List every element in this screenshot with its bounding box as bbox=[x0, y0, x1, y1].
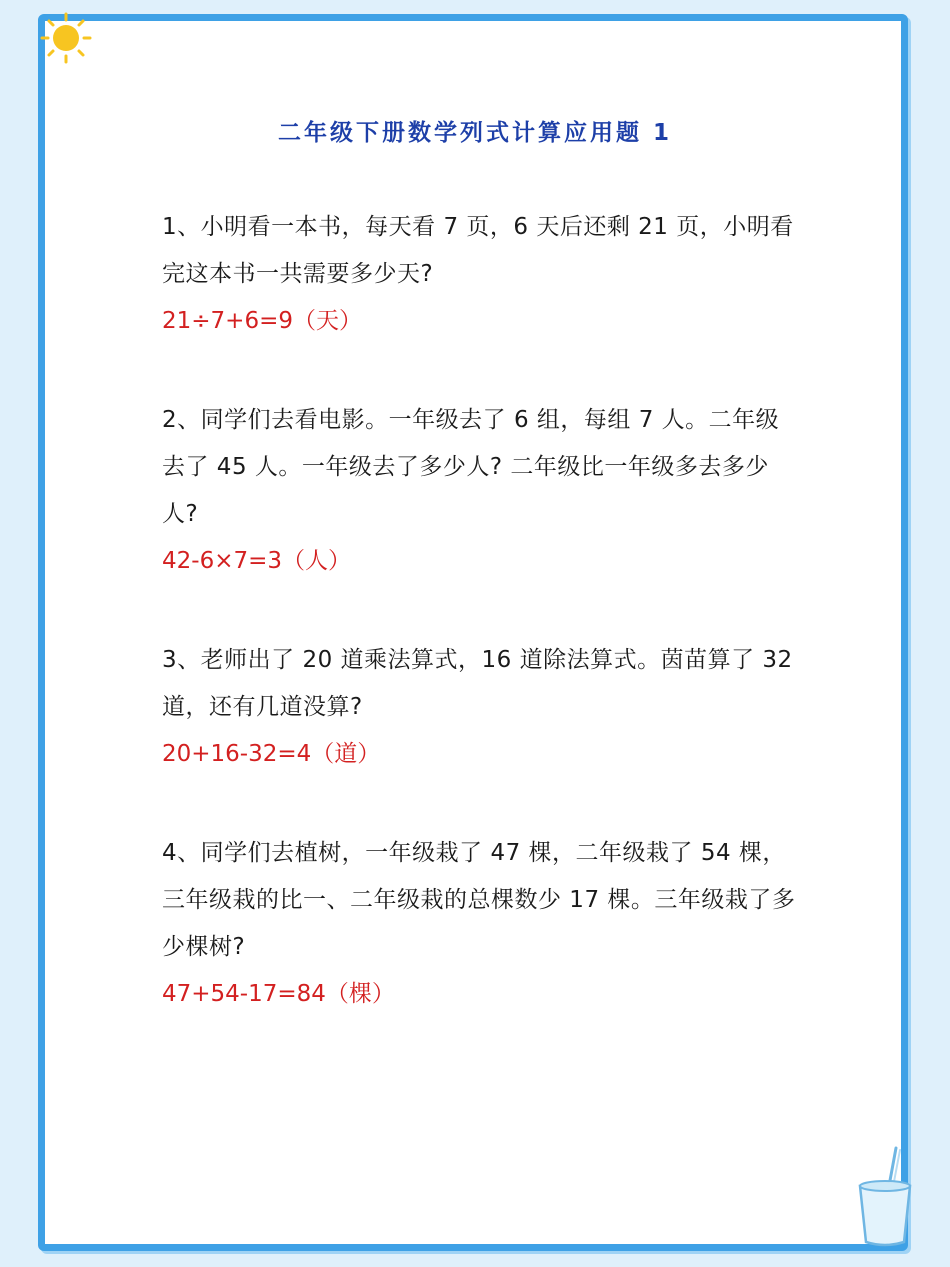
problem-1 bbox=[162, 204, 802, 345]
problem-answer: 21÷7+6=9（天） bbox=[162, 308, 362, 334]
problem-4 bbox=[162, 830, 802, 1018]
problem-2 bbox=[162, 397, 802, 585]
problem-question: 1、小明看一本书，每天看 7 页，6 天后还剩 21 页，小明看完这本书一共需要多少天? bbox=[162, 214, 794, 287]
cup-icon bbox=[852, 1142, 918, 1250]
problem-answer: 47+54-17=84（棵） bbox=[162, 981, 395, 1007]
problem-list bbox=[162, 204, 802, 1070]
problem-answer: 42-6×7=3（人） bbox=[162, 548, 352, 574]
sun-icon bbox=[38, 10, 98, 70]
problem-question: 4、同学们去植树，一年级栽了 47 棵，二年级栽了 54 棵，三年级栽的比一、二年级栽的总棵数少 17 棵。三年级栽了多少棵树? bbox=[162, 840, 796, 960]
page-title: 二年级下册数学列式计算应用题 1 bbox=[277, 120, 672, 146]
problem-question: 2、同学们去看电影。一年级去了 6 组，每组 7 人。二年级去了 45 人。一年级去了多少人? 二年级比一年级多去多少人? bbox=[162, 407, 780, 527]
problem-3 bbox=[162, 637, 802, 778]
problem-answer: 20+16-32=4（道） bbox=[162, 741, 381, 767]
problem-question: 3、老师出了 20 道乘法算式，16 道除法算式。茵苗算了 32 道，还有几道没算? bbox=[162, 647, 793, 720]
